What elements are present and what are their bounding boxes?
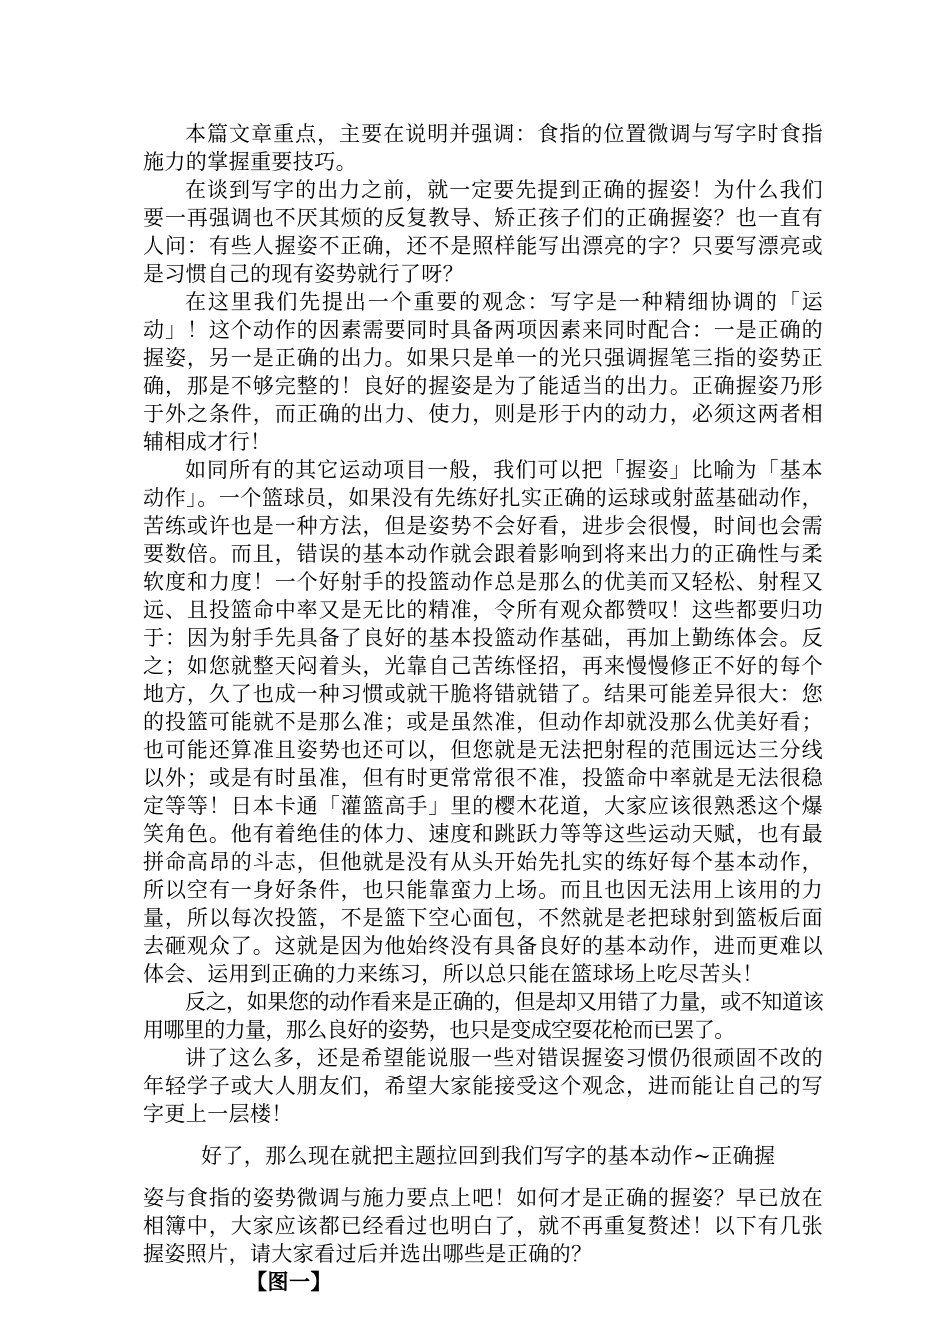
paragraph-intro: 本篇文章重点，主要在说明并强调：食指的位置微调与写字时食指施力的掌握重要技巧。: [143, 122, 823, 174]
paragraph-photos-intro: 姿与食指的姿势微调与施力要点上吧！如何才是正确的握姿？早已放在相簿中，大家应该都已经看过也明白了，就不再重复赘述！以下有几张握姿照片，请大家看过后并选出哪些是正确的？: [143, 1186, 823, 1266]
paragraph-basketball-analogy: 如同所有的其它运动项目一般，我们可以把「握姿」比喻为「基本动作」。一个篮球员，如果没有先练好扎实正确的运球或射蓝基础动作，苦练或许也是一种方法，但是姿势不会好看，进步会很慢，时间也会需要数倍。而且，错误的基本动作就会跟着影响到将来出力的正确性与柔软度和力度！一个好射手的投篮动作总是那么的优美而又轻松、射程又远、且投篮命中率又是无比的精准，令所有观众都赞叹！这些都要归功于：因为射手先具备了良好的基本投篮动作基础，再加上勤练体会。反之；如您就整天闷着头，光靠自己苦练怪招，再来慢慢修正不好的每个地方，久了也成一种习惯或就干脆将错就错了。结果可能差异很大：您的投篮可能就不是那么准；或是虽然准，但动作却就没那么优美好看；也可能还算准且姿势也还可以，但您就是无法把射程的范围远达三分线以外；或是有时虽准，但有时更常常很不准，投篮命中率就是无法很稳定等等！日本卡通「灌篮高手」里的樱木花道，大家应该很熟悉这个爆笑角色。他有着绝佳的体力、速度和跳跃力等等这些运动天赋，也有最拼命高昂的斗志，但他就是没有从头开始先扎实的练好每个基本动作，所以空有一身好条件，也只能靠蛮力上场。而且也因无法用上该用的力量，所以每次投篮，不是篮下空心面包，不然就是老把球射到篮板后面去砸观众了。这就是因为他始终没有具备良好的基本动作，进而更难以体会、运用到正确的力来练习，所以总只能在篮球场上吃尽苦头！: [143, 458, 823, 986]
paragraph-wrong-force: 反之，如果您的动作看来是正确的，但是却又用错了力量，或不知道该用哪里的力量，那么良好的姿势，也只是变成空耍花枪而已罢了。: [143, 990, 823, 1042]
paragraph-concept: 在这里我们先提出一个重要的观念：写字是一种精细协调的「运动」！这个动作的因素需要同时具备两项因素来同时配合：一是正确的握姿，另一是正确的出力。如果只是单一的光只强调握笔三指的姿势正确，那是不够完整的！良好的握姿是为了能适当的出力。正确握姿乃形于外之条件，而正确的出力、使力，则是形于内的动力，必须这两者相辅相成才行！: [143, 290, 823, 454]
paragraph-persuade: 讲了这么多，还是希望能说服一些对错误握姿习惯仍很顽固不改的年轻学子或大人朋友们，希望大家能接受这个观念，进而能让自己的写字更上一层楼！: [143, 1046, 823, 1126]
document-page: [143, 120, 823, 1296]
paragraph-grip-question: 在谈到写字的出力之前，就一定要先提到正确的握姿！为什么我们要一再强调也不厌其烦的反复教导、矫正孩子们的正确握姿？也一直有人问：有些人握姿不正确，还不是照样能写出漂亮的字？只要写漂亮或是习惯自己的现有姿势就行了呀？: [143, 178, 823, 286]
figure-label: 【图一】: [246, 1269, 332, 1294]
paragraph-back-to-topic: 好了，那么现在就把主题拉回到我们写字的基本动作~正确握: [201, 1144, 776, 1168]
